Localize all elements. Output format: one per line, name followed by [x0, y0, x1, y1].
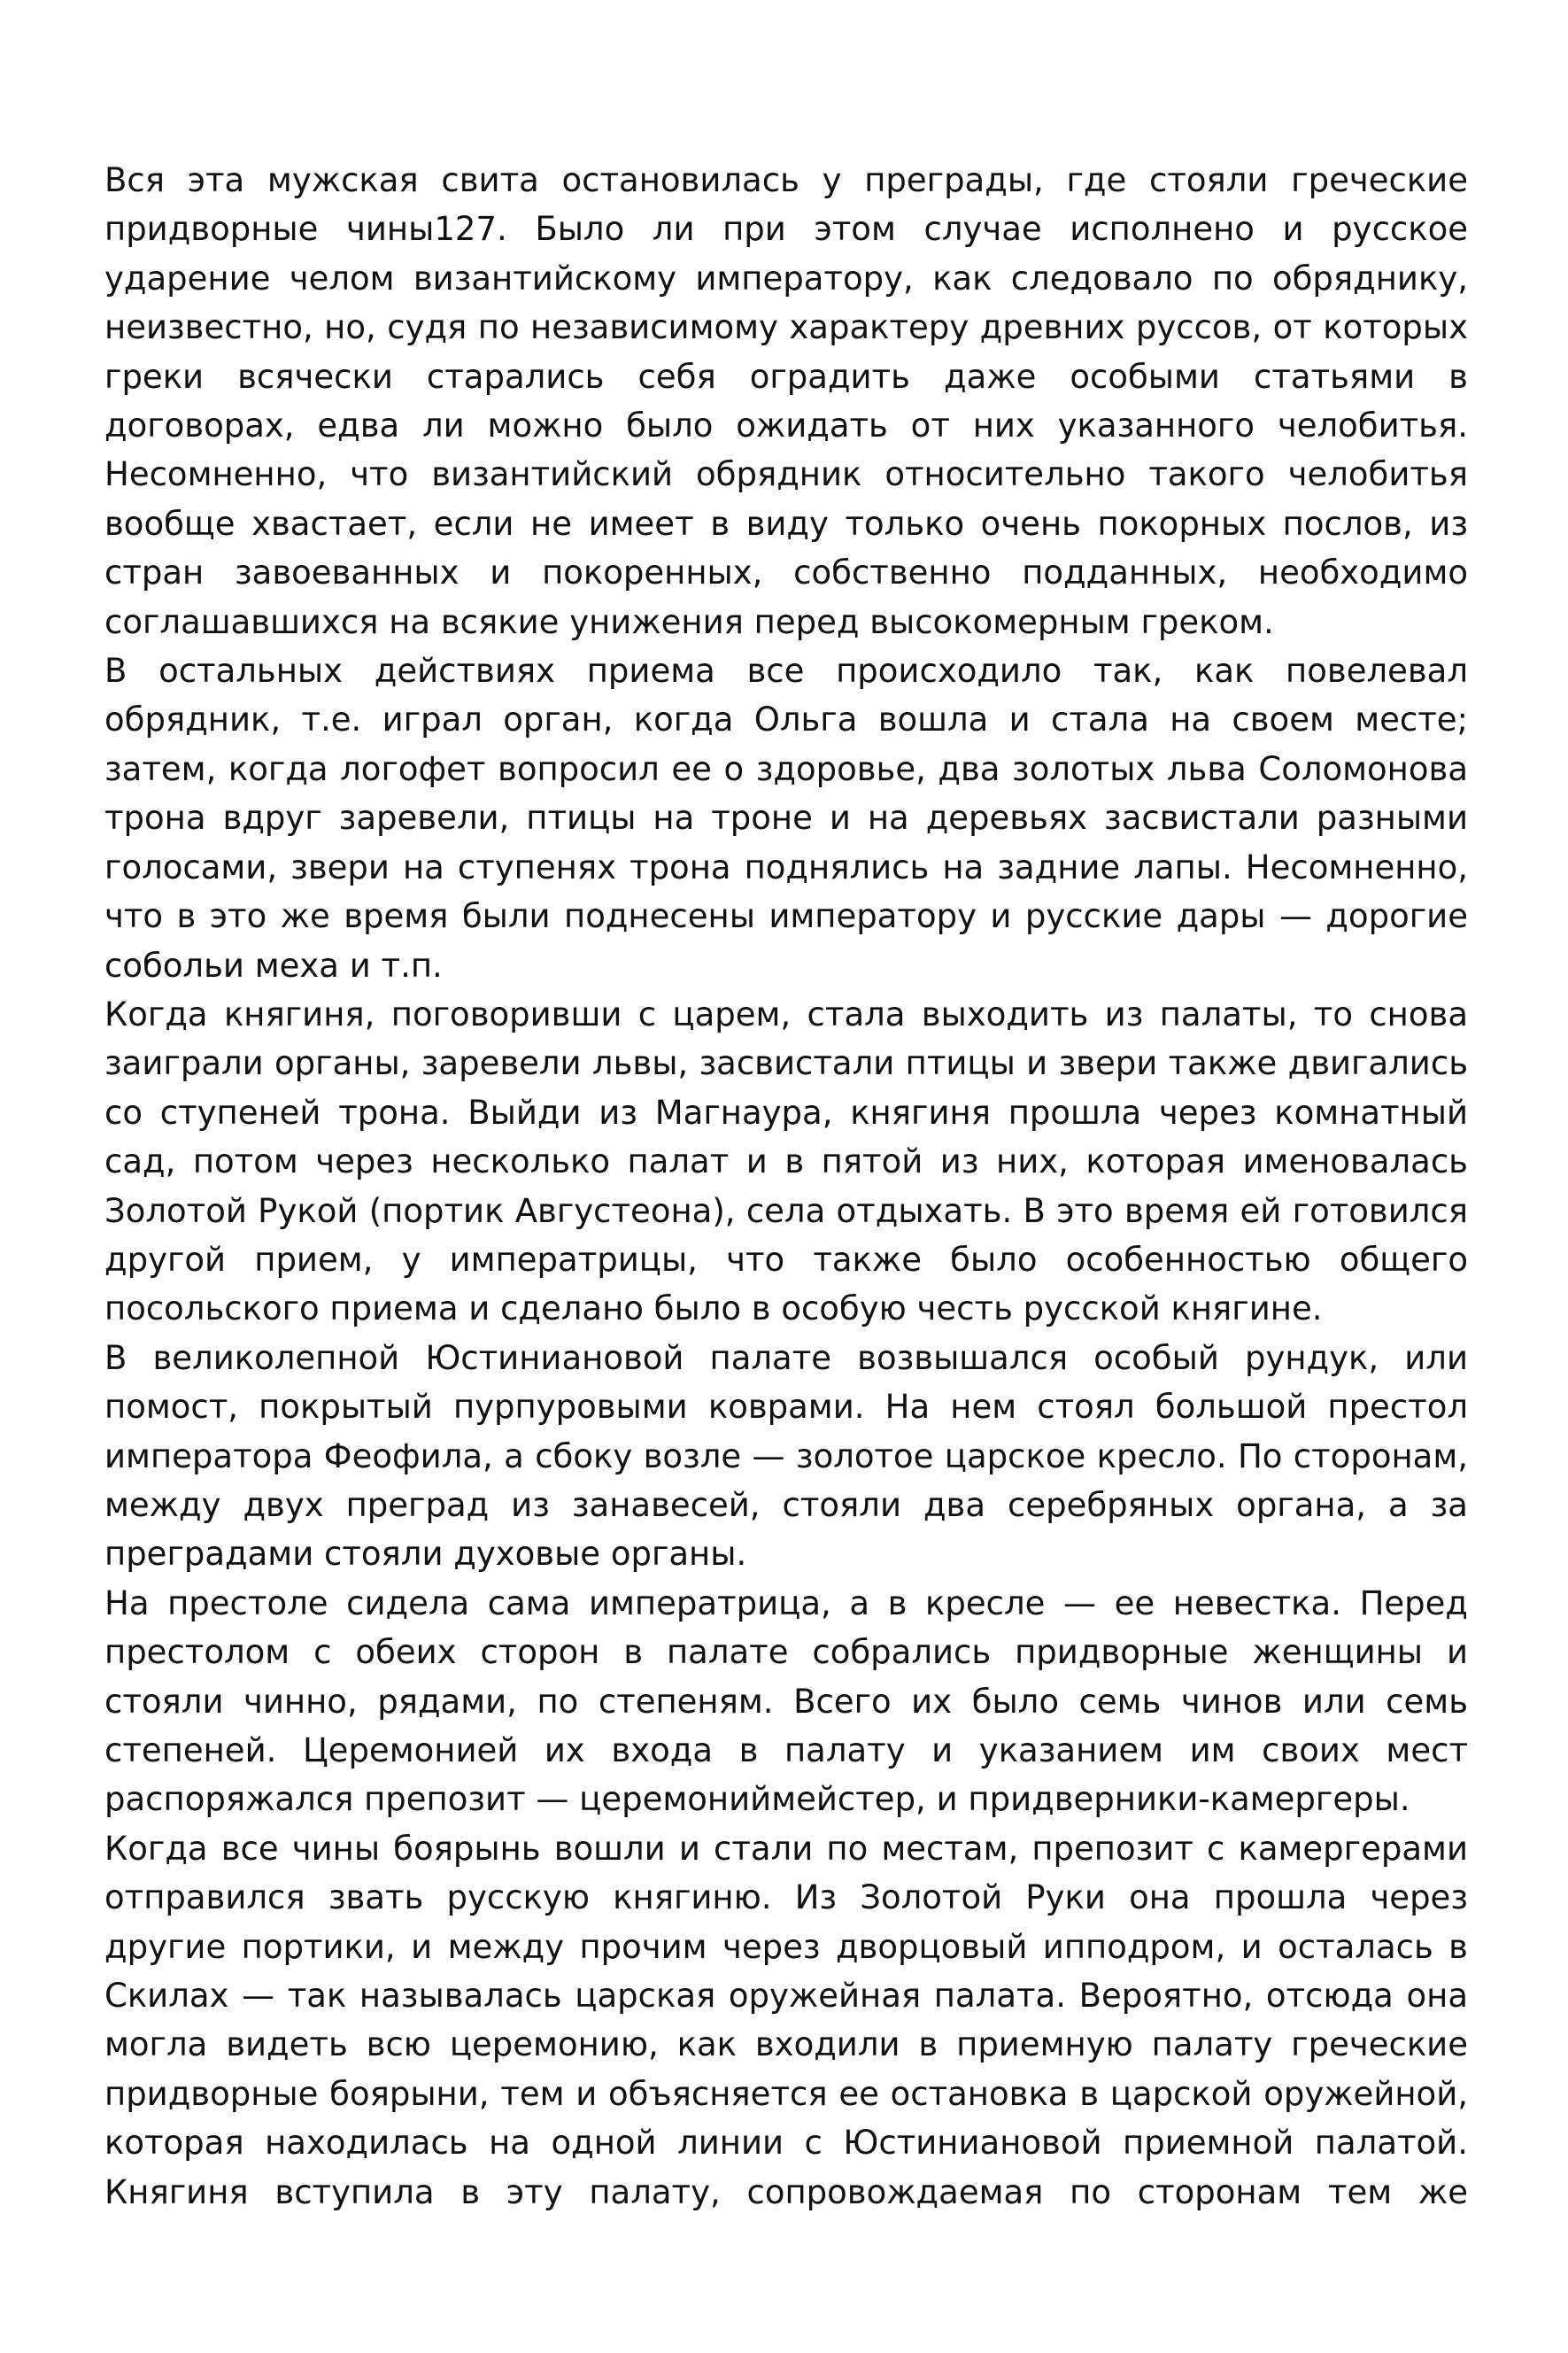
paragraph-5: На престоле сидела сама императрица, а в кресле — ее невестка. Перед престолом с обеих сторон в палате собрались придворные женщины и стояли чинно, рядами, по степеням. Всего их было семь чинов или семь степеней. Церемонией их входа в палату и указанием им своих мест распоряжался препозит — церемониймейстер, и придверники-камергеры.: [104, 1583, 1468, 1819]
paragraph-3: Когда княгиня, поговоривши с царем, стала выходить из палаты, то снова заиграли органы, заревели львы, засвистали птицы и звери также двигались со ступеней трона. Выйди из Магнаура, княгиня прошла через комнатный сад, потом через несколько палат и в пятой из них, которая именовалась Золотой Рукой (портик Августеона), села отдыхать. В это время ей готовился другой прием, у императрицы, что также было особенностью общего посольского приема и сделано было в особую честь русской княгине.: [104, 995, 1468, 1328]
page-body: [104, 156, 1468, 2217]
paragraph-2: В остальных действиях приема все происходило так, как повелевал обрядник, т.е. играл орган, когда Ольга вошла и стала на своем месте; затем, когда логофет вопросил ее о здоровье, два золотых льва Соломонова трона вдруг заревели, птицы на троне и на деревьях засвистали разными голосами, звери на ступенях трона поднялись на задние лапы. Несомненно, что в это же время были поднесены императору и русские дары — дорогие собольи меха и т.п.: [104, 652, 1468, 985]
paragraph-1: Вся эта мужская свита остановилась у преграды, где стояли греческие придворные чины127. Было ли при этом случае исполнено и русское ударение челом византийскому императору, как следовало по обряднику, неизвестно, но, судя по независимому характеру древних руссов, от которых греки всячески старались себя оградить даже особыми статьями в договорах, едва ли можно было ожидать от них указанного челобитья. Несомненно, что византийский обрядник относительно такого челобитья вообще хвастает, если не имеет в виду только очень покорных послов, из стран завоеванных и покоренных, собственно подданных, необходимо соглашавшихся на всякие унижения перед высокомерным греком.: [104, 161, 1468, 641]
paragraph-4: В великолепной Юстиниановой палате возвышался особый рундук, или помост, покрытый пурпуровыми коврами. На нем стоял большой престол императора Феофила, а сбоку возле — золотое царское кресло. По сторонам, между двух преград из занавесей, стояли два серебряных органа, а за преградами стояли духовые органы.: [104, 1338, 1468, 1574]
paragraph-6: Когда все чины боярынь вошли и стали по местам, препозит с камергерами отправился звать русскую княгиню. Из Золотой Руки она прошла через другие портики, и между прочим через дворцовый ипподром, и осталась в Скилах — так называлась царская оружейная палата. Вероятно, отсюда она могла видеть всю церемонию, как входили в приемную палату греческие придворные боярыни, тем и объясняется ее остановка в царской оружейной, которая находилась на одной линии с Юстиниановой приемной палатой. Княгиня вступила в эту палату, сопровождаемая по сторонам тем же: [104, 1829, 1468, 2211]
